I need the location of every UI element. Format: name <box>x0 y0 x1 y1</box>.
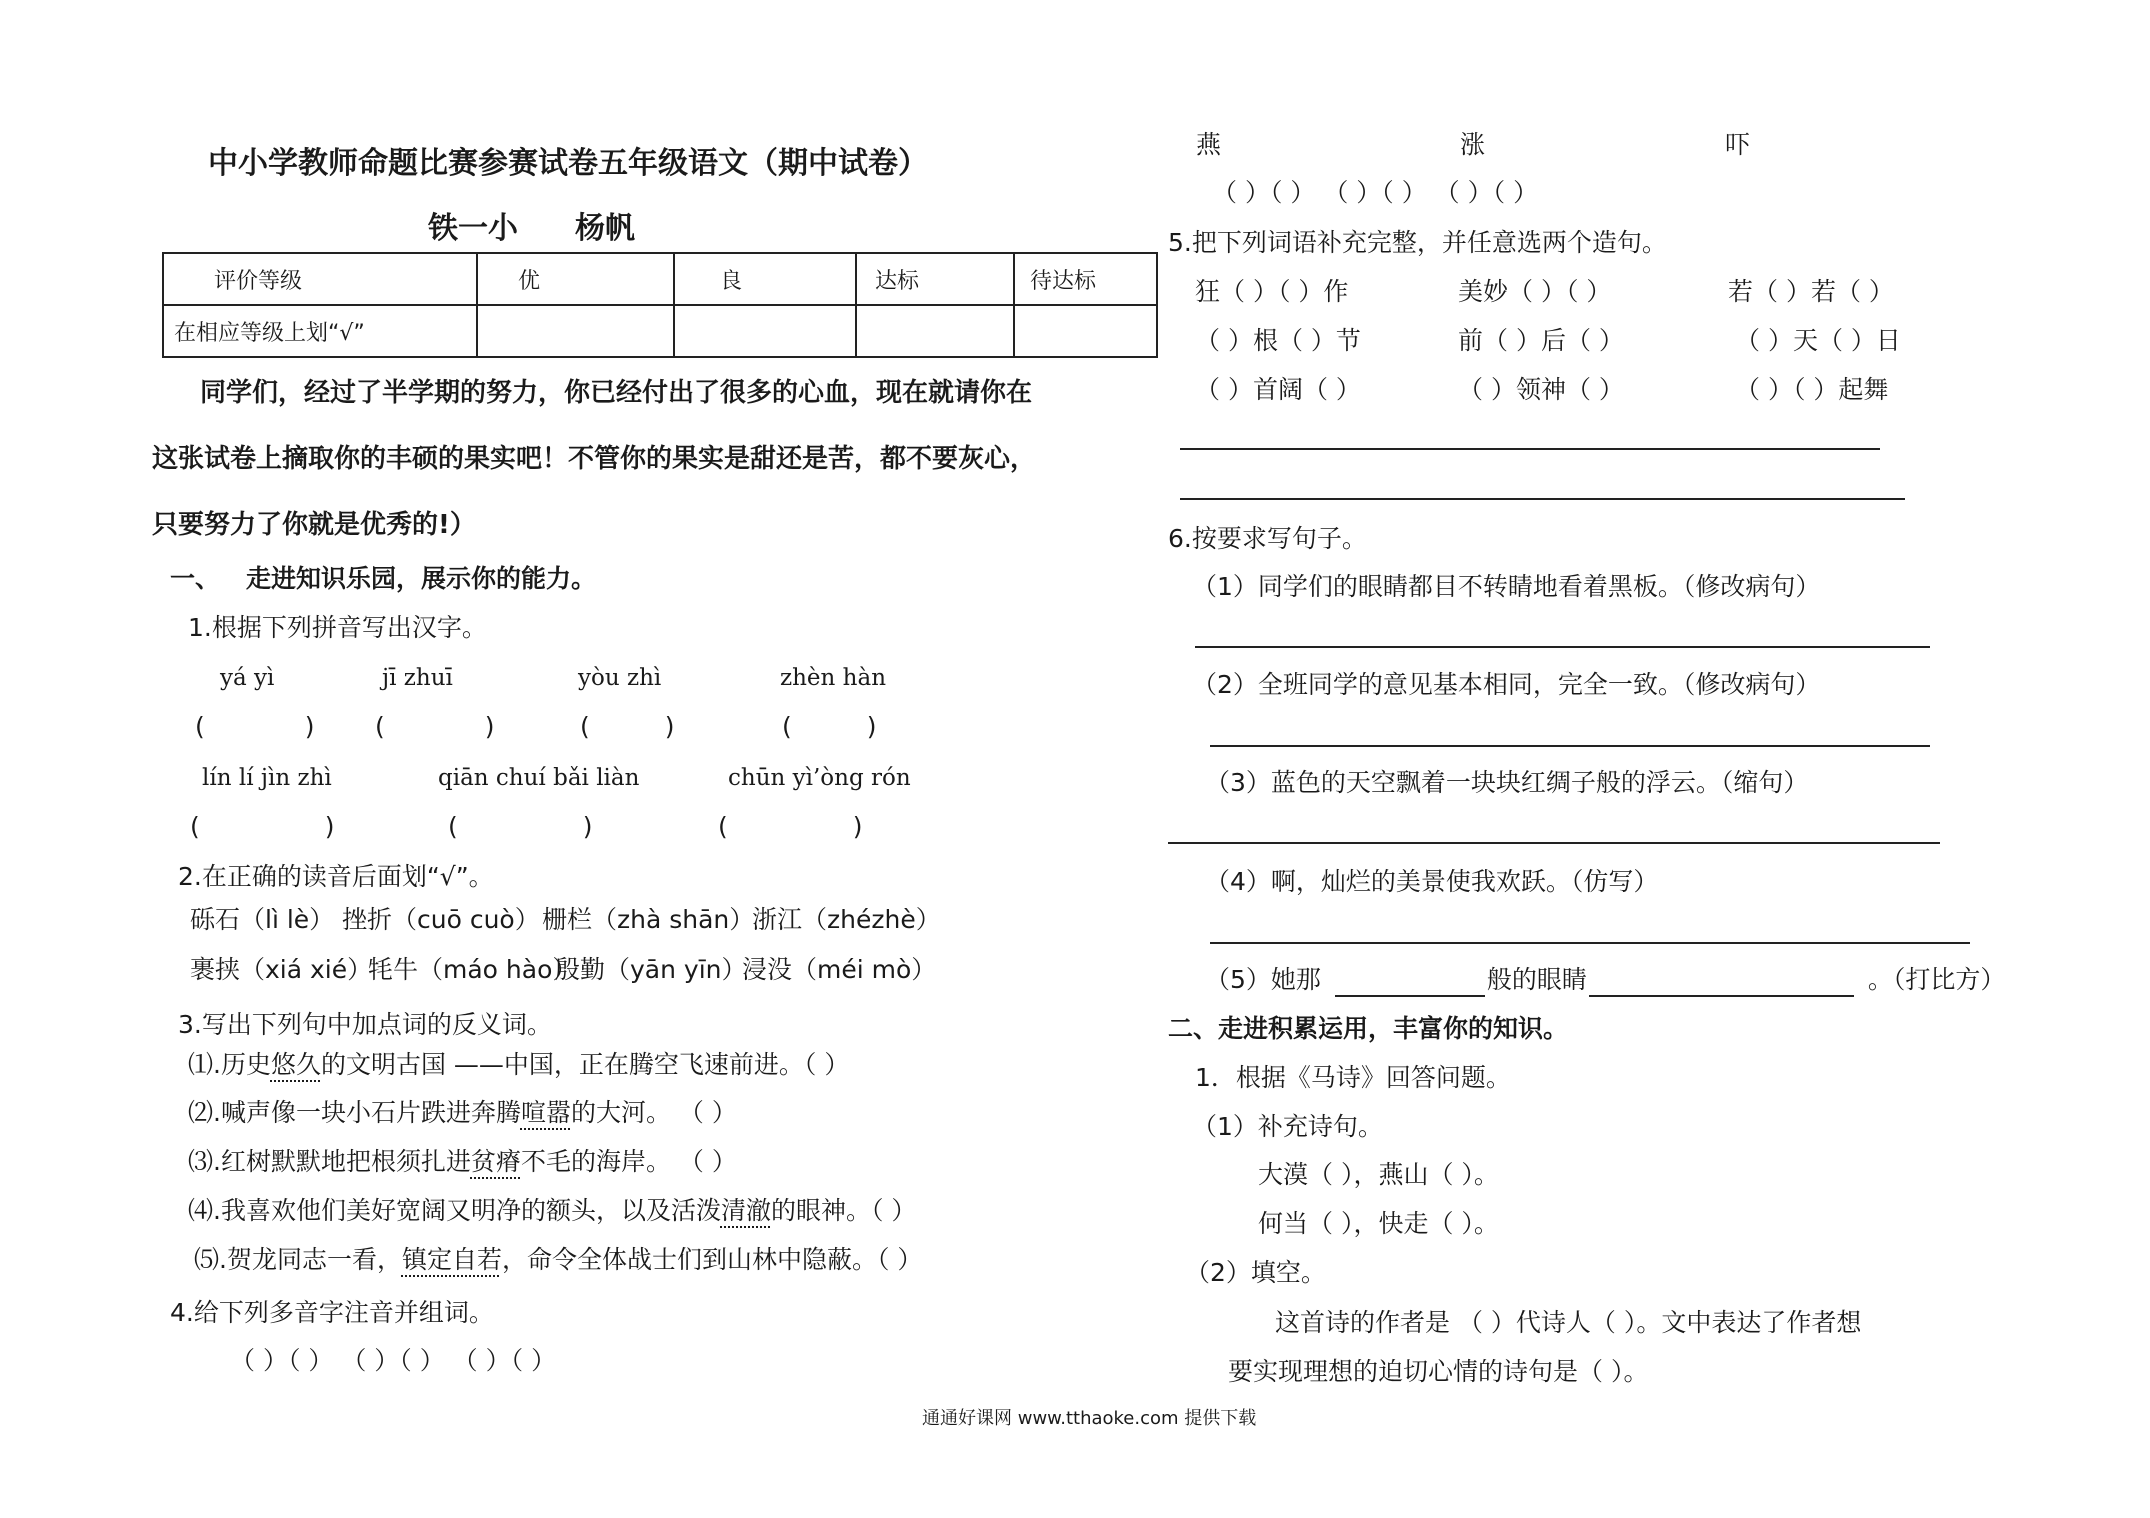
pinyin-item: yòu zhì <box>578 665 662 691</box>
q6-item: （4）啊，灿烂的美景使我欢跃。（仿写） <box>1205 867 1659 896</box>
q2-item: 裹挟（xiá xié） <box>190 955 373 984</box>
q5-item: 狂（ ）（ ）作 <box>1195 277 1349 306</box>
grade-table <box>162 252 1158 358</box>
poem-line[interactable]: 何当（ ），快走（ ）。 <box>1258 1209 1499 1238</box>
author-name: 杨帆 <box>575 211 635 246</box>
page-title: 中小学教师命题比赛参赛试卷五年级语文（期中试卷） <box>208 146 928 181</box>
section2-title: 二、走进积累运用，丰富你的知识。 <box>1168 1014 1569 1043</box>
answer-line[interactable] <box>1180 448 1880 450</box>
grade-table-cell: 待达标 <box>1014 253 1157 305</box>
grade-table-cell: 达标 <box>856 253 1014 305</box>
answer-line[interactable] <box>1180 498 1905 500</box>
q3-title: 3.写出下列句中加点词的反义词。 <box>178 1010 552 1039</box>
answer-line[interactable] <box>1335 965 1485 997</box>
pinyin-item: chūn yì’òng rón <box>728 765 911 791</box>
pinyin-item: jī zhuī <box>382 665 453 691</box>
answer-blank[interactable]: ( ) <box>375 712 495 741</box>
q5-item: （ ）领神（ ） <box>1458 375 1624 404</box>
answer-blank[interactable]: ( ) <box>580 712 675 741</box>
q2-item: 挫折（cuō cuò） <box>342 905 540 934</box>
q5-item: 若（ ）若（ ） <box>1728 277 1894 306</box>
q6-title: 6.按要求写句子。 <box>1168 524 1367 553</box>
grade-table-cell <box>1014 305 1157 357</box>
grade-table-cell <box>856 305 1014 357</box>
q3-item: ⑷.我喜欢他们美好宽阔又明净的额头，以及活泼清澈的眼神。（ ） <box>188 1196 917 1225</box>
grade-table-cell: 优 <box>477 253 674 305</box>
answer-blank[interactable]: ( ) <box>190 812 335 841</box>
footer-credit: 通通好课网 www.tthaoke.com 提供下载 <box>922 1408 1257 1429</box>
poem-question: 1．根据《马诗》回答问题。 <box>1195 1063 1511 1092</box>
q3-item: ⑵.喊声像一块小石片跌进奔腾喧嚣的大河。 （ ） <box>188 1098 737 1127</box>
poem-fill[interactable]: 要实现理想的迫切心情的诗句是（ ）。 <box>1228 1357 1649 1386</box>
intro-line: 这张试卷上摘取你的丰硕的果实吧！不管你的果实是甜还是苦，都不要灰心， <box>152 444 1037 474</box>
grade-table-cell: 评价等级 <box>163 253 477 305</box>
answer-blank[interactable]: ( ) <box>448 812 593 841</box>
intro-line: 同学们，经过了半学期的努力，你已经付出了很多的心血，现在就请你在 <box>200 378 1033 408</box>
grade-table-cell <box>477 305 674 357</box>
q3-item: ⑴.历史悠久的文明古国 ——中国，正在腾空飞速前进。（ ） <box>188 1050 850 1079</box>
q5-item: 前（ ）后（ ） <box>1458 326 1624 355</box>
pinyin-item: qiān chuí bǎi liàn <box>438 765 640 791</box>
answer-blank[interactable]: ( ) <box>195 712 315 741</box>
grade-table-cell: 在相应等级上划“√” <box>163 305 477 357</box>
q5-title: 5.把下列词语补充完整，并任意选两个造句。 <box>1168 228 1667 257</box>
q6-item: （3）蓝色的天空飘着一块块红绸子般的浮云。（缩句） <box>1205 768 1809 797</box>
author-school: 铁一小 <box>428 211 518 246</box>
q2-item: 殷勤（yān yīn） <box>555 955 747 984</box>
intro-line: 只要努力了你就是优秀的!） <box>152 510 476 540</box>
q2-item: 浙江（zhézhè） <box>752 905 941 934</box>
q6-item: （1）同学们的眼睛都目不转睛地看着黑板。（修改病句） <box>1192 572 1821 601</box>
poem-fill[interactable]: 这首诗的作者是 （ ）代诗人（ ）。文中表达了作者想 <box>1275 1308 1862 1337</box>
q5-item: （ ）天（ ）日 <box>1735 326 1901 355</box>
answer-blank[interactable]: ( ) <box>718 812 863 841</box>
poem-subquestion: （2）填空。 <box>1185 1258 1326 1287</box>
q5-item: （ ）根（ ）节 <box>1195 326 1361 355</box>
answer-blank[interactable]: ( ) <box>782 712 877 741</box>
q2-item: 栅栏（zhà shān） <box>542 905 755 934</box>
pinyin-item: zhèn hàn <box>780 665 887 691</box>
grade-table-header-row <box>163 253 1157 305</box>
q3-item: ⑶.红树默默地把根须扎进贫瘠不毛的海岸。 （ ） <box>188 1147 737 1176</box>
section1-number: 一、 <box>170 564 221 593</box>
q6-item: （2）全班同学的意见基本相同，完全一致。（修改病句） <box>1192 670 1821 699</box>
pinyin-item: yá yì <box>220 665 275 691</box>
q4-char: 燕 <box>1196 130 1222 159</box>
q4-char: 涨 <box>1460 130 1486 159</box>
q4-char: 吓 <box>1725 130 1751 159</box>
grade-table-cell: 良 <box>674 253 856 305</box>
grade-table-cell <box>674 305 856 357</box>
answer-line[interactable] <box>1168 842 1940 844</box>
poem-line[interactable]: 大漠（ ），燕山（ ）。 <box>1258 1160 1499 1189</box>
q2-item: 砾石（lì lè） <box>190 905 335 934</box>
section1-title: 走进知识乐园，展示你的能力。 <box>246 564 597 593</box>
q4-blanks[interactable]: （ ）（ ） （ ）（ ） （ ）（ ） <box>230 1346 557 1375</box>
q5-item: （ ）首阔（ ） <box>1195 375 1361 404</box>
q5-item: （ ）（ ）起舞 <box>1735 375 1889 404</box>
answer-line[interactable] <box>1210 942 1970 944</box>
q1-title: 1.根据下列拼音写出汉字。 <box>188 613 487 642</box>
q3-item: ⑸.贺龙同志一看，镇定自若，命令全体战士们到山林中隐蔽。（ ） <box>194 1245 923 1274</box>
answer-line[interactable] <box>1589 965 1854 997</box>
q4-title: 4.给下列多音字注音并组词。 <box>170 1298 494 1327</box>
answer-line[interactable] <box>1195 646 1930 648</box>
poem-subquestion: （1）补充诗句。 <box>1192 1112 1383 1141</box>
answer-line[interactable] <box>1210 745 1930 747</box>
q2-item: 牦牛（máo hào） <box>368 955 578 984</box>
q2-item: 浸没（méi mò） <box>742 955 937 984</box>
pinyin-item: lín lí jìn zhì <box>202 765 332 791</box>
q4-blanks[interactable]: （ ）（ ） （ ）（ ） （ ）（ ） <box>1212 178 1539 207</box>
q6-item-5: （5）她那 般的眼睛 。（打比方） <box>1205 965 2005 997</box>
q5-item: 美妙（ ）（ ） <box>1458 277 1612 306</box>
q2-title: 2.在正确的读音后面划“√”。 <box>178 862 494 891</box>
grade-table-row <box>163 305 1157 357</box>
